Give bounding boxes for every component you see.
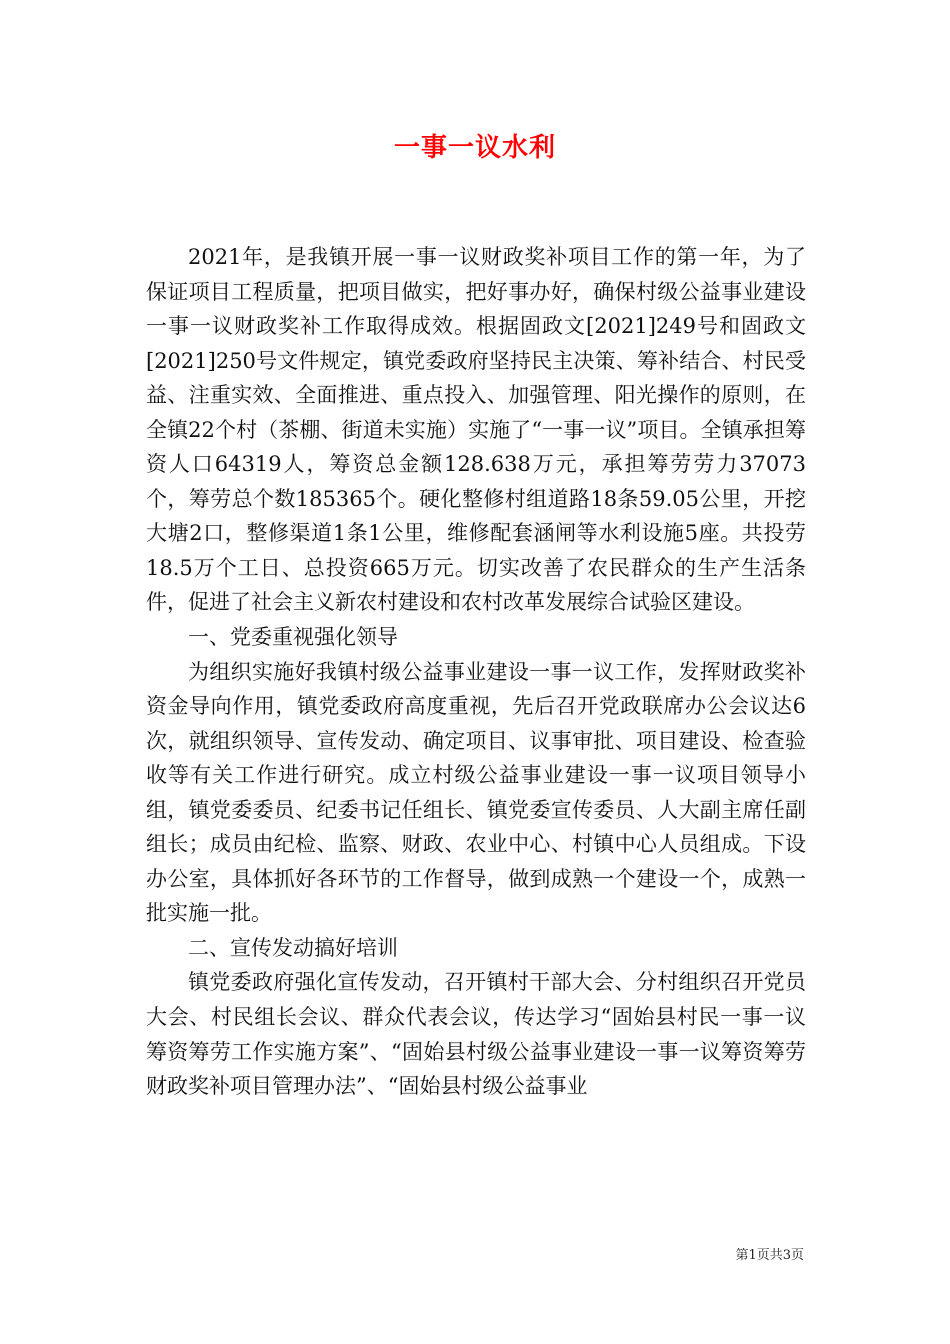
- document-body: [146, 240, 806, 1104]
- section-heading-2: 二、宣传发动搞好培训: [188, 935, 398, 960]
- paragraph-section-1: 为组织实施好我镇村级公益事业建设一事一议工作，发挥财政奖补资金导向作用，镇党委政府高度重视，先后召开党政联席办公会议达6次，就组织领导、宣传发动、确定项目、议事审批、项目建设、检查验收等有关工作进行研究。成立村级公益事业建设一事一议项目领导小组，镇党委委员、纪委书记任组长、镇党委宣传委员、人大副主席任副组长；成员由纪检、监察、财政、农业中心、村镇中心人员组成。下设办公室，具体抓好各环节的工作督导，做到成熟一个建设一个，成熟一批实施一批。: [146, 659, 806, 926]
- page-number: 第1页共3页: [735, 1248, 804, 1263]
- paragraph-section-2: 镇党委政府强化宣传发动，召开镇村干部大会、分村组织召开党员大会、村民组长会议、群众代表会议，传达学习“固始县村民一事一议筹资筹劳工作实施方案”、“固始县村级公益事业建设一事一议筹资筹劳财政奖补项目管理办法”、“固始县村级公益事业: [146, 970, 806, 1099]
- paragraph-intro: 2021年，是我镇开展一事一议财政奖补项目工作的第一年，为了保证项目工程质量，把项目做实，把好事办好，确保村级公益事业建设一事一议财政奖补工作取得成效。根据固政文[2021]249号和固政文[2021]250号文件规定，镇党委政府坚持民主决策、筹补结合、村民受益、注重实效、全面推进、重点投入、加强管理、阳光操作的原则，在全镇22个村（茶棚、街道未实施）实施了“一事一议”项目。全镇承担筹资人口64319人，筹资总金额128.638万元，承担筹劳劳力37073个，筹劳总个数185365个。硬化整修村组道路18条59.05公里，开挖大塘2口，整修渠道1条1公里，维修配套涵闸等水利设施5座。共投劳18.5万个工日、总投资665万元。切实改善了农民群众的生产生活条件，促进了社会主义新农村建设和农村改革发展综合试验区建设。: [146, 245, 806, 615]
- section-heading-1: 一、党委重视强化领导: [188, 625, 398, 650]
- document-title: 一事一议水利: [393, 133, 556, 163]
